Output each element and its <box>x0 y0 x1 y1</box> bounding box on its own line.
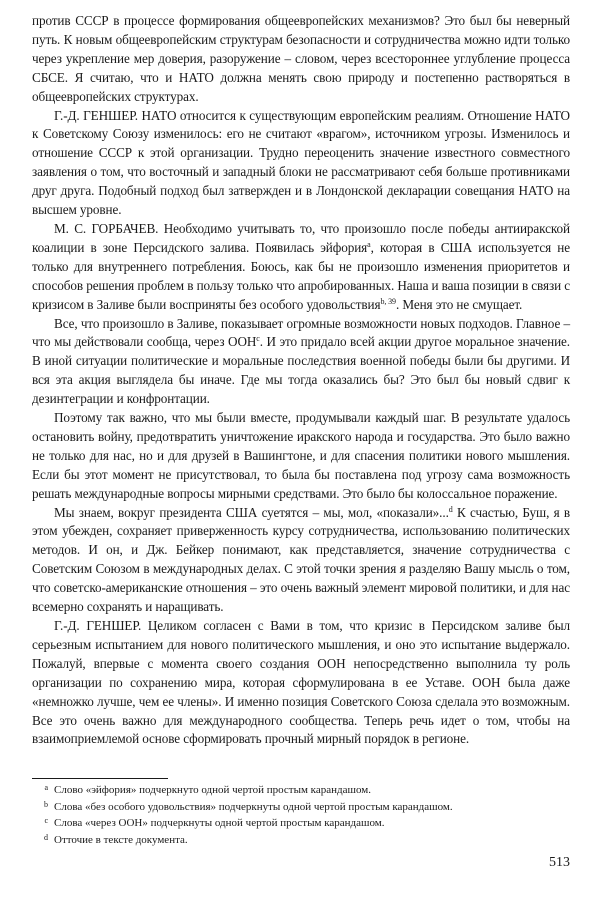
page-number: 513 <box>549 855 570 870</box>
paragraph-4 <box>32 315 570 410</box>
paragraph-2 <box>32 107 570 220</box>
footnote-mark: c <box>44 816 48 825</box>
footnote-reference: d <box>448 504 453 514</box>
footnote-reference: a <box>367 239 371 249</box>
paragraph-1 <box>32 12 570 107</box>
paragraph-6 <box>32 504 570 617</box>
footnote-text: Отточие в тексте документа. <box>54 833 188 846</box>
paragraph-text: К счастью, Буш, я в этом убежден, сохраняет приверженность курсу сотрудничества, использованию политических методов. И он, и Дж. Бейкер понимают, как представляется, значение сотрудничества с Советским Союзом в международных делах. С этой точки зрения я разделяю Вашу мысль о том, что советско-американские отношения – это очень важный элемент мировой политики, и для нас всемерно сохранять и наращивать. <box>32 504 571 615</box>
footnote-divider <box>32 778 168 779</box>
paragraph-text: , которая в США используется не только для внутреннего потребления. Боюсь, как бы не произошло изменения приоритетов и способов решения проблем в пользу только что апробированных. Наша и ваша позиции в связи с кризисом в Заливе были восприняты без особого удовольствия <box>32 239 570 312</box>
footnote-reference: c <box>256 334 260 344</box>
footnote-b <box>32 799 570 816</box>
paragraph-text: Все, что произошло в Заливе, показывает огромные возможности новых подходов. Главное – что мы действовали сообща, через ООН <box>32 315 570 350</box>
paragraph-7 <box>32 617 570 749</box>
footnote-text: Слово «эйфория» подчеркнуто одной чертой простым карандашом. <box>54 784 371 796</box>
paragraph-text: . И это придало всей акции другое моральное значение. В иной ситуации политические и моральные последствия военной победы были бы другими. И вся эта акция выглядела бы иначе. Где мы тогда оказались бы? Это был бы новый сдвиг к дезинтеграции и конфронтации. <box>32 334 570 407</box>
paragraph-3 <box>32 220 570 315</box>
paragraph-5 <box>32 409 570 504</box>
footnote-text: Слова «без особого удовольствия» подчеркнуты одной чертой простым карандашом. <box>54 800 453 813</box>
footnote-mark: b <box>44 799 48 809</box>
paragraph-text: Мы знаем, вокруг президента США суетятся – мы, мол, «показали»... <box>54 504 449 520</box>
body-text <box>32 12 570 749</box>
paragraph-text: Г.-Д. ГЕНШЕР. Целиком согласен с Вами в том, что кризис в Персидском заливе был серьезным испытанием для нового политического мышления, и оно это испытание выдержало. Пожалуй, впервые с момента своего создания ООН непосредственно выполнила ту роль организации по сохранению мира, которая сформулирована в ее Уставе. ООН была даже «немножко лучше, чем ее члены». И именно позиция Советского Союза сделала это возможным. Все это очень важно для международного сообщества. Теперь речь идет о том, чтобы на взаимоприемлемой основе сформировать прочный мирный порядок в регионе. <box>32 618 570 747</box>
paragraph-text: Г.-Д. ГЕНШЕР. НАТО относится к существующим европейским реалиям. Отношение НАТО к Советскому Союзу изменилось: его не считают «врагом», источником угрозы. Изменилось и отношение СССР к этой организации. Трудно переоценить значение известного совместного заявления о том, что восточный и западный блоки не рассматривают себя больше противниками друг друга. Подобный подход был затвержден и в Лондонской декларации совещания НАТО на высшем уровне. <box>32 107 570 218</box>
paragraph-text: против СССР в процессе формирования общеевропейских механизмов? Это был бы неверный путь. К новым общеевропейским структурам безопасности и сотрудничества можно идти только через укрепление мер доверия, разоружение – словом, через всестороннее углубление процесса СБСЕ. Я считаю, что и НАТО должна менять свою природу и постепенно растворяться в общеевропейских структурах. <box>32 13 570 104</box>
paragraph-text: Поэтому так важно, что мы были вместе, продумывали каждый шаг. В результате удалось остановить войну, предотвратить уничтожение иракского народа и государства. Это было важно не только для нас, но и для друзей в Вашингтоне, и для спасения политики нового мышления. Если бы этот момент не присутствовал, то была бы поставлена под угрозу сама возможность решать международные вопросы мирными средствами. Это было бы колоссальное поражение. <box>32 410 570 501</box>
footnote-a <box>32 782 570 799</box>
paragraph-text: М. С. ГОРБАЧЕВ. Необходимо учитывать то, что произошло после победы антииракской коалиции в зоне Персидского залива. Появилась эйфория <box>32 220 570 255</box>
footnote-text: Слова «через ООН» подчеркнуты одной чертой простым карандашом. <box>54 817 385 829</box>
footnote-reference: b, 39 <box>380 296 396 306</box>
footnote-mark: a <box>44 783 48 792</box>
paragraph-text: . Меня это не смущает. <box>395 296 523 312</box>
footnote-c <box>32 815 570 832</box>
footnote-d <box>32 832 570 849</box>
footnotes <box>32 782 570 848</box>
footnote-mark: d <box>44 832 48 842</box>
